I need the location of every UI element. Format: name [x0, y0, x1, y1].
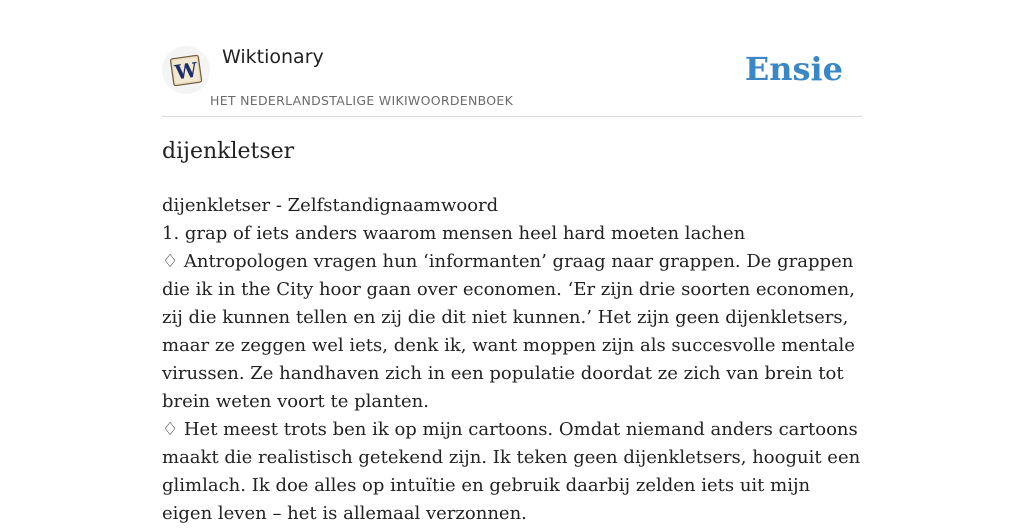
entry-content: [162, 192, 862, 528]
example-sentence: ♢ Het meest trots ben ik op mijn cartoons. Omdat niemand anders cartoons maakt die realistisch getekend zijn. Ik teken geen dijenkletsers, hooguit een glimlach. Ik doe alles op intuïtie en gebruik daarbij zelden iets uit mijn eigen leven – het is allemaal verzonnen.: [162, 419, 861, 524]
brand-logo[interactable]: Ensie: [744, 50, 843, 88]
site-header: [162, 0, 862, 117]
wiktionary-w-icon[interactable]: [162, 46, 210, 94]
page-container: [162, 0, 862, 524]
site-name[interactable]: Wiktionary: [222, 46, 324, 68]
site-tagline: HET NEDERLANDSTALIGE WIKIWOORDENBOEK: [210, 93, 514, 108]
svg-text:W: W: [173, 57, 199, 85]
headword-line: dijenkletser - Zelfstandignaamwoord: [162, 195, 499, 216]
definition: 1. grap of iets anders waarom mensen heel hard moeten lachen: [162, 223, 746, 244]
example-sentence: ♢ Antropologen vragen hun ‘informanten’ graag naar grappen. De grappen die ik in the City hoor gaan over economen. ‘Er zijn drie soorten economen, zij die kunnen tellen en zij die dit niet kunnen.’ Het zijn geen dijenkletsers, maar ze zeggen wel iets, denk ik, want moppen zijn als succesvolle mentale virussen. Ze handhaven zich in een populatie doordat ze zich van brein tot brein weten voort te planten.: [162, 251, 855, 412]
page-title: dijenkletser: [162, 139, 295, 164]
